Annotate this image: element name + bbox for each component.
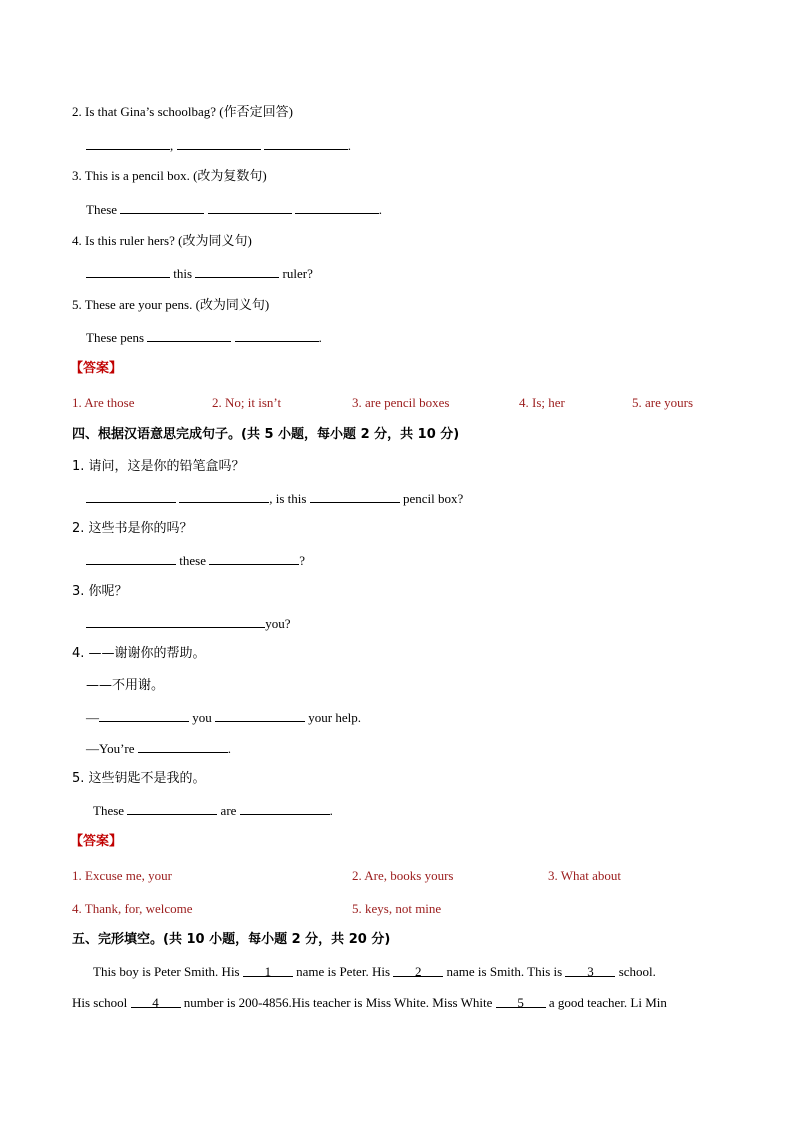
period: . bbox=[378, 202, 383, 217]
answer-blank[interactable] bbox=[177, 137, 261, 150]
section-5-title: 五、完形填空。(共 10 小题，每小题 2 分，共 20 分) bbox=[72, 932, 391, 947]
mid-text: you bbox=[192, 710, 212, 725]
period: . bbox=[318, 330, 322, 345]
s4-question-3-blanks bbox=[86, 615, 291, 632]
answer-blank[interactable] bbox=[215, 709, 305, 722]
answer-blank[interactable] bbox=[86, 490, 176, 503]
answer-blank[interactable] bbox=[86, 615, 176, 628]
lead-text: These bbox=[86, 202, 118, 217]
answer-blank[interactable] bbox=[240, 802, 330, 815]
answer-2: 2. Are, books yours bbox=[352, 868, 454, 883]
s4-question-5-blanks bbox=[93, 802, 333, 819]
s4-question-4-blanks-line1 bbox=[86, 709, 361, 726]
answer-5: 5. keys, not mine bbox=[352, 901, 442, 916]
question-5-blanks bbox=[86, 329, 322, 346]
lead-text: —You’re bbox=[86, 741, 135, 756]
s4-question-3-prompt: 3. 你呢？ bbox=[72, 584, 128, 599]
answer-blank[interactable] bbox=[138, 740, 228, 753]
answer-blank[interactable] bbox=[127, 802, 217, 815]
question-3-blanks bbox=[86, 201, 382, 218]
s4-question-5-prompt: 5. 这些钥匙不是我的。 bbox=[72, 771, 206, 786]
section-4-title: 四、根据汉语意思完成句子。(共 5 小题，每小题 2 分，共 10 分) bbox=[72, 427, 460, 442]
s4-question-1-prompt: 1. 请问，这是你的铅笔盒吗？ bbox=[72, 459, 245, 474]
answer-blank[interactable] bbox=[175, 615, 265, 628]
answer-blank[interactable] bbox=[208, 201, 292, 214]
passage-text: number is 200-4856.His teacher is Miss White. Miss White bbox=[183, 995, 493, 1010]
answer-1: 1. Are those bbox=[72, 395, 135, 410]
cloze-blank-4[interactable]: 4 bbox=[131, 995, 181, 1008]
mid-text: this bbox=[173, 266, 193, 281]
period: . bbox=[227, 741, 232, 756]
answer-blank[interactable] bbox=[264, 137, 348, 150]
cloze-blank-3[interactable]: 3 bbox=[565, 964, 615, 977]
mid-text: these bbox=[179, 553, 206, 568]
passage-text: a good teacher. Li Min bbox=[548, 995, 667, 1010]
cloze-blank-1[interactable]: 1 bbox=[243, 964, 293, 977]
answer-1: 1. Excuse me, your bbox=[72, 868, 173, 883]
answer-4: 4. Is; her bbox=[519, 395, 565, 410]
answer-blank[interactable] bbox=[295, 201, 379, 214]
period: . bbox=[347, 138, 351, 153]
s4-question-2-blanks bbox=[86, 552, 305, 569]
answer-tag: 【答案】 bbox=[70, 361, 123, 376]
s4-question-4-blanks-line2 bbox=[86, 740, 231, 757]
period: . bbox=[329, 803, 333, 818]
answer-blank[interactable] bbox=[147, 329, 231, 342]
comma: , bbox=[170, 138, 174, 153]
cloze-line-2 bbox=[72, 995, 667, 1011]
s4-question-4-prompt: 4. ——谢谢你的帮助。 bbox=[72, 646, 206, 661]
answer-blank[interactable] bbox=[310, 490, 400, 503]
mid-text: , is this bbox=[269, 491, 307, 506]
passage-text: His school bbox=[72, 995, 128, 1010]
lead-text: These bbox=[93, 803, 125, 818]
answer-blank[interactable] bbox=[86, 265, 170, 278]
tail-text: you? bbox=[265, 616, 291, 631]
s4-question-1-blanks bbox=[86, 490, 463, 507]
mid-text: are bbox=[220, 803, 237, 818]
passage-text: name is Smith. This is bbox=[446, 964, 563, 979]
answer-blank[interactable] bbox=[86, 137, 170, 150]
answer-blank[interactable] bbox=[235, 329, 319, 342]
answer-blank[interactable] bbox=[209, 552, 299, 565]
answer-blank[interactable] bbox=[86, 552, 176, 565]
question-5-prompt: 5. These are your pens. (改为同义句) bbox=[72, 297, 270, 312]
answer-blank[interactable] bbox=[195, 265, 279, 278]
answer-blank[interactable] bbox=[179, 490, 269, 503]
answer-blank[interactable] bbox=[120, 201, 204, 214]
question-2-prompt: 2. Is that Gina’s schoolbag? (作否定回答) bbox=[72, 104, 293, 119]
question-3-prompt: 3. This is a pencil box. (改为复数句) bbox=[72, 168, 267, 183]
cloze-blank-5[interactable]: 5 bbox=[496, 995, 546, 1008]
passage-text: school. bbox=[618, 964, 656, 979]
answer-tag: 【答案】 bbox=[70, 834, 123, 849]
s4-question-4-prompt-reply: ——不用谢。 bbox=[86, 678, 165, 693]
s4-question-2-prompt: 2. 这些书是你的吗？ bbox=[72, 521, 193, 536]
answer-blank[interactable] bbox=[99, 709, 189, 722]
cloze-line-1 bbox=[93, 964, 656, 980]
passage-text: name is Peter. His bbox=[296, 964, 391, 979]
question-4-prompt: 4. Is this ruler hers? (改为同义句) bbox=[72, 233, 252, 248]
cloze-blank-2[interactable]: 2 bbox=[393, 964, 443, 977]
question-2-blanks bbox=[86, 137, 351, 154]
answer-2: 2. No; it isn’t bbox=[212, 395, 282, 410]
tail-text: ruler? bbox=[282, 266, 313, 281]
dash: — bbox=[86, 710, 99, 725]
answer-3: 3. are pencil boxes bbox=[352, 395, 450, 410]
tail-text: pencil box? bbox=[402, 491, 464, 506]
tail-text: your help. bbox=[308, 710, 361, 725]
passage-text: This boy is Peter Smith. His bbox=[93, 964, 240, 979]
question-4-blanks bbox=[86, 265, 313, 282]
answer-5: 5. are yours bbox=[632, 395, 694, 410]
lead-text: These pens bbox=[86, 330, 145, 345]
answer-3: 3. What about bbox=[548, 868, 622, 883]
answer-4: 4. Thank, for, welcome bbox=[72, 901, 193, 916]
tail-text: ? bbox=[299, 553, 305, 568]
